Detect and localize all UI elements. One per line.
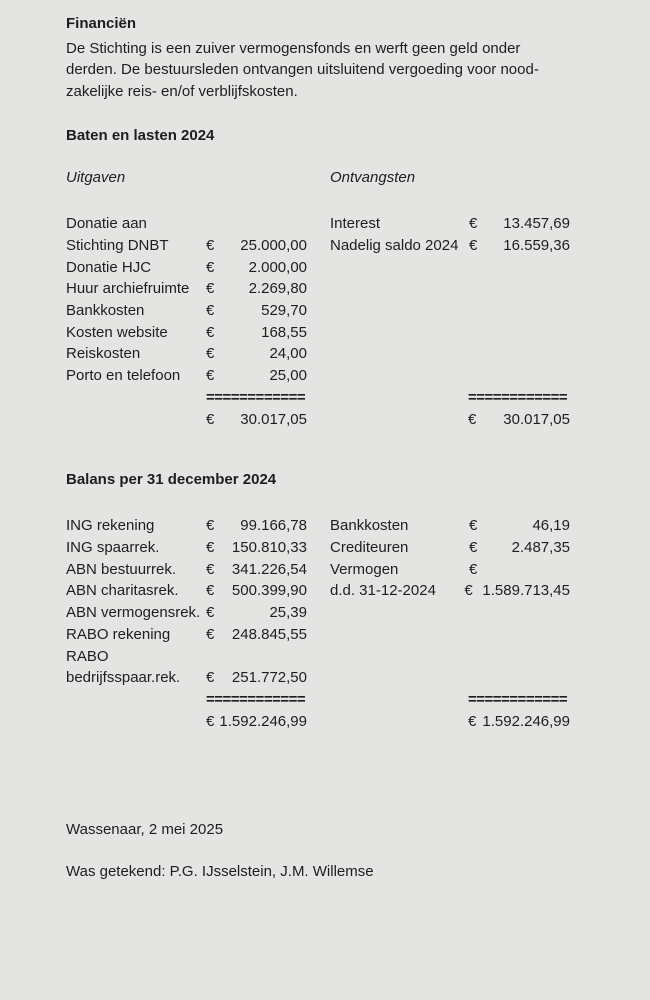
- asset-amount: 150.810,33: [231, 539, 307, 557]
- income-row: [330, 235, 570, 257]
- asset-amount: 500.399,90: [231, 582, 307, 600]
- asset-row: [66, 667, 307, 689]
- currency-symbol: €: [206, 582, 215, 600]
- income-amount: 16.559,36: [503, 236, 570, 254]
- expense-amount: 168,55: [261, 323, 307, 341]
- liability-amount: 2.487,35: [511, 539, 570, 557]
- expense-row: [66, 278, 307, 300]
- expense-label: Huur archiefruimte: [66, 280, 190, 298]
- intro-line: zakelijke reis- en/of verblijfskosten.: [66, 83, 298, 101]
- balans-table: [66, 515, 650, 732]
- expense-row: [66, 300, 307, 322]
- currency-symbol: €: [206, 625, 215, 643]
- asset-label: bedrijfsspaar.rek.: [66, 669, 181, 687]
- liability-row: [330, 515, 570, 537]
- total-currency: €: [468, 410, 477, 428]
- expense-amount: 25.000,00: [240, 236, 307, 254]
- asset-row: [66, 602, 307, 624]
- total-rule: ============: [468, 691, 568, 709]
- uitgaven-total-row: [206, 409, 307, 431]
- asset-label: ING rekening: [66, 517, 155, 535]
- expense-amount: 2.000,00: [248, 258, 307, 276]
- asset-amount: 25,39: [269, 604, 307, 622]
- expense-amount: 2.269,80: [248, 280, 307, 298]
- asset-label: ABN vermogensrek.: [66, 604, 201, 622]
- signature-line: Was getekend: P.G. IJsselstein, J.M. Willemse: [66, 863, 374, 881]
- asset-row: [66, 515, 307, 537]
- liability-amount: 1.589.713,45: [482, 582, 570, 600]
- total-currency: €: [468, 713, 477, 731]
- expense-row: [66, 343, 307, 365]
- expense-label: Stichting DNBT: [66, 236, 169, 254]
- currency-symbol: €: [206, 323, 215, 341]
- ontvangsten-rows: [330, 213, 570, 387]
- asset-label: ABN charitasrek.: [66, 582, 179, 600]
- currency-symbol: €: [206, 258, 215, 276]
- currency-symbol: €: [469, 215, 478, 233]
- activa-column: [66, 515, 307, 732]
- ontvangsten-total-row: [468, 409, 570, 431]
- asset-row: [66, 537, 307, 559]
- asset-row: [66, 580, 307, 602]
- currency-symbol: €: [206, 236, 215, 254]
- currency-symbol: €: [206, 560, 215, 578]
- total-rule: ============: [468, 389, 568, 407]
- liability-label: Crediteuren: [330, 539, 409, 557]
- expense-label: Bankkosten: [66, 302, 145, 320]
- intro-paragraph: [66, 38, 650, 103]
- ontvangsten-column: [330, 167, 570, 431]
- asset-row: [66, 646, 307, 668]
- balans-heading: Balans per 31 december 2024: [66, 470, 277, 488]
- liability-row: [330, 559, 570, 581]
- total-amount: 1.592.246,99: [482, 713, 570, 731]
- expense-label: Reiskosten: [66, 345, 141, 363]
- expense-label: Kosten website: [66, 323, 168, 341]
- currency-symbol: €: [464, 582, 473, 600]
- asset-amount: 251.772,50: [231, 669, 307, 687]
- total-amount: 1.592.246,99: [219, 713, 307, 731]
- income-row: [330, 213, 570, 235]
- total-currency: €: [206, 410, 215, 428]
- passiva-rows: [330, 515, 570, 689]
- income-amount: 13.457,69: [503, 215, 570, 233]
- income-label: Nadelig saldo 2024: [330, 236, 459, 254]
- intro-line: derden. De bestuursleden ontvangen uitsluitend vergoeding voor nood-: [66, 61, 539, 79]
- currency-symbol: €: [469, 539, 478, 557]
- currency-symbol: €: [206, 280, 215, 298]
- asset-label: RABO rekening: [66, 625, 171, 643]
- ontvangsten-header: Ontvangsten: [330, 168, 416, 186]
- liability-amount: 46,19: [532, 517, 570, 535]
- total-amount: 30.017,05: [240, 410, 307, 428]
- expense-row: [66, 213, 307, 235]
- expense-label: Porto en telefoon: [66, 367, 181, 385]
- uitgaven-column: [66, 167, 307, 431]
- asset-label: RABO: [66, 647, 109, 665]
- activa-rows: [66, 515, 307, 689]
- currency-symbol: €: [206, 302, 215, 320]
- liability-label: Bankkosten: [330, 517, 409, 535]
- intro-line: De Stichting is een zuiver vermogensfonds en werft geen geld onder: [66, 39, 521, 57]
- asset-amount: 248.845,55: [231, 625, 307, 643]
- activa-total-row: [206, 711, 307, 733]
- passiva-total-row: [468, 711, 570, 733]
- passiva-column: [330, 515, 570, 732]
- expense-row: [66, 322, 307, 344]
- total-rule: ============: [206, 389, 306, 407]
- currency-symbol: €: [206, 604, 215, 622]
- baten-lasten-table: [66, 167, 650, 431]
- currency-symbol: €: [206, 345, 215, 363]
- asset-amount: 341.226,54: [231, 560, 307, 578]
- currency-symbol: €: [469, 236, 478, 254]
- financien-title: Financiën: [66, 15, 137, 32]
- expense-row: [66, 365, 307, 387]
- currency-symbol: €: [469, 560, 478, 578]
- currency-symbol: €: [206, 517, 215, 535]
- place-date: Wassenaar, 2 mei 2025: [66, 820, 224, 838]
- expense-row: [66, 235, 307, 257]
- asset-label: ING spaarrek.: [66, 539, 160, 557]
- liability-row: [330, 580, 570, 602]
- expense-label: Donatie HJC: [66, 258, 152, 276]
- total-currency: €: [206, 713, 215, 731]
- expense-amount: 529,70: [261, 302, 307, 320]
- asset-row: [66, 624, 307, 646]
- currency-symbol: €: [206, 539, 215, 557]
- liability-label: d.d. 31-12-2024: [330, 582, 436, 600]
- asset-row: [66, 559, 307, 581]
- liability-row: [330, 537, 570, 559]
- asset-amount: 99.166,78: [240, 517, 307, 535]
- currency-symbol: €: [206, 367, 215, 385]
- expense-amount: 25,00: [269, 367, 307, 385]
- total-rule: ============: [206, 691, 306, 709]
- income-label: Interest: [330, 215, 381, 233]
- asset-label: ABN bestuurrek.: [66, 560, 177, 578]
- currency-symbol: €: [206, 669, 215, 687]
- expense-amount: 24,00: [269, 345, 307, 363]
- uitgaven-rows: [66, 213, 307, 387]
- liability-label: Vermogen: [330, 560, 399, 578]
- total-amount: 30.017,05: [503, 410, 570, 428]
- baten-lasten-heading: Baten en lasten 2024: [66, 126, 215, 144]
- expense-label: Donatie aan: [66, 215, 147, 233]
- currency-symbol: €: [469, 517, 478, 535]
- expense-row: [66, 257, 307, 279]
- uitgaven-header: Uitgaven: [66, 168, 126, 186]
